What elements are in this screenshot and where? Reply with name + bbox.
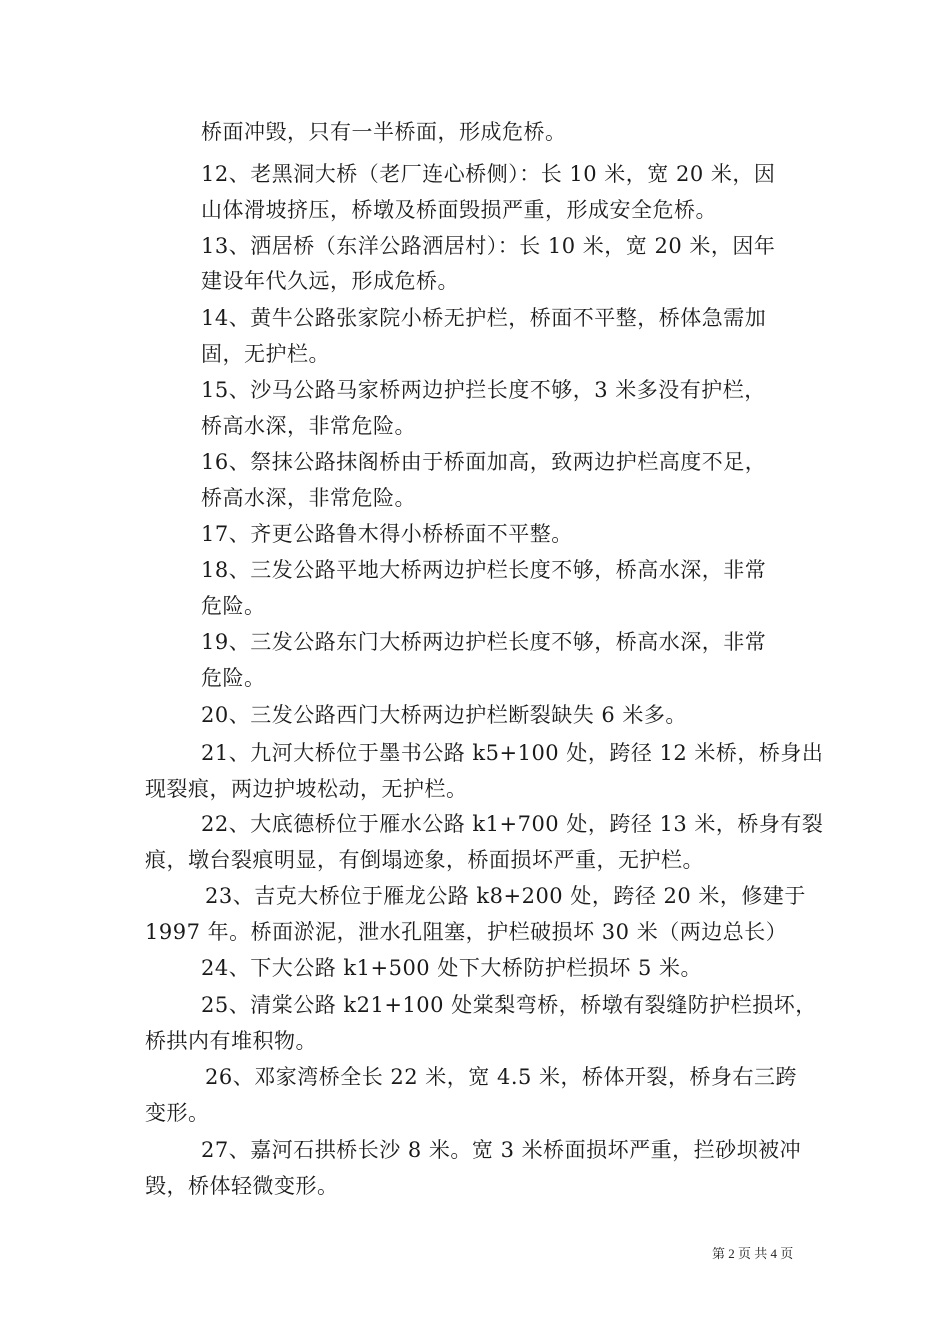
- text-line: 毁，桥体轻微变形。: [145, 1174, 339, 1198]
- text-line: 20、三发公路西门大桥两边护栏断裂缺失 6 米多。: [201, 703, 687, 727]
- text-line: 19、三发公路东门大桥两边护栏长度不够，桥高水深，非常: [201, 630, 767, 654]
- text-line: 山体滑坡挤压，桥墩及桥面毁损严重，形成安全危桥。: [201, 198, 717, 222]
- text-line: 危险。: [201, 666, 266, 690]
- text-line: 27、嘉河石拱桥长沙 8 米。宽 3 米桥面损坏严重，拦砂坝被冲: [201, 1138, 802, 1162]
- text-line: 21、九河大桥位于墨书公路 k5+100 处，跨径 12 米桥，桥身出: [201, 741, 824, 765]
- text-line: 17、齐更公路鲁木得小桥桥面不平整。: [201, 522, 573, 546]
- text-line: 24、下大公路 k1+500 处下大桥防护栏损坏 5 米。: [201, 956, 703, 980]
- text-line: 14、黄牛公路张家院小桥无护栏，桥面不平整，桥体急需加: [201, 306, 767, 330]
- text-line: 痕，墩台裂痕明显，有倒塌迹象，桥面损坏严重，无护栏。: [145, 848, 704, 872]
- text-line: 1997 年。桥面淤泥，泄水孔阻塞，护栏破损坏 30 米（两边总长）: [145, 920, 788, 944]
- text-line: 桥拱内有堆积物。: [145, 1029, 317, 1053]
- text-line: 12、老黑洞大桥（老厂连心桥侧）：长 10 米，宽 20 米，因: [201, 162, 776, 186]
- text-line: 18、三发公路平地大桥两边护栏长度不够，桥高水深，非常: [201, 558, 767, 582]
- text-line: 现裂痕，两边护坡松动，无护栏。: [145, 777, 468, 801]
- text-line: 25、清棠公路 k21+100 处棠梨弯桥，桥墩有裂缝防护栏损坏，: [201, 993, 817, 1017]
- page-number: 第 2 页 共 4 页: [712, 1246, 794, 1261]
- text-line: 22、大底德桥位于雁水公路 k1+700 处，跨径 13 米，桥身有裂: [201, 812, 824, 836]
- text-line: 变形。: [145, 1101, 210, 1125]
- text-line: 26、邓家湾桥全长 22 米，宽 4.5 米，桥体开裂，桥身右三跨: [205, 1065, 798, 1089]
- text-line: 13、洒居桥（东洋公路洒居村）：长 10 米，宽 20 米，因年: [201, 234, 776, 258]
- text-line: 桥高水深，非常危险。: [201, 414, 416, 438]
- text-line: 固，无护栏。: [201, 342, 330, 366]
- text-line: 23、吉克大桥位于雁龙公路 k8+200 处，跨径 20 米，修建于: [205, 884, 806, 908]
- text-line: 危险。: [201, 594, 266, 618]
- text-line: 桥高水深，非常危险。: [201, 486, 416, 510]
- text-line: 桥面冲毁，只有一半桥面，形成危桥。: [201, 120, 567, 144]
- text-line: 16、祭抹公路抹阁桥由于桥面加高，致两边护栏高度不足，: [201, 450, 767, 474]
- text-line: 15、沙马公路马家桥两边护拦长度不够，3 米多没有护栏，: [201, 378, 766, 402]
- text-line: 建设年代久远，形成危桥。: [201, 269, 459, 293]
